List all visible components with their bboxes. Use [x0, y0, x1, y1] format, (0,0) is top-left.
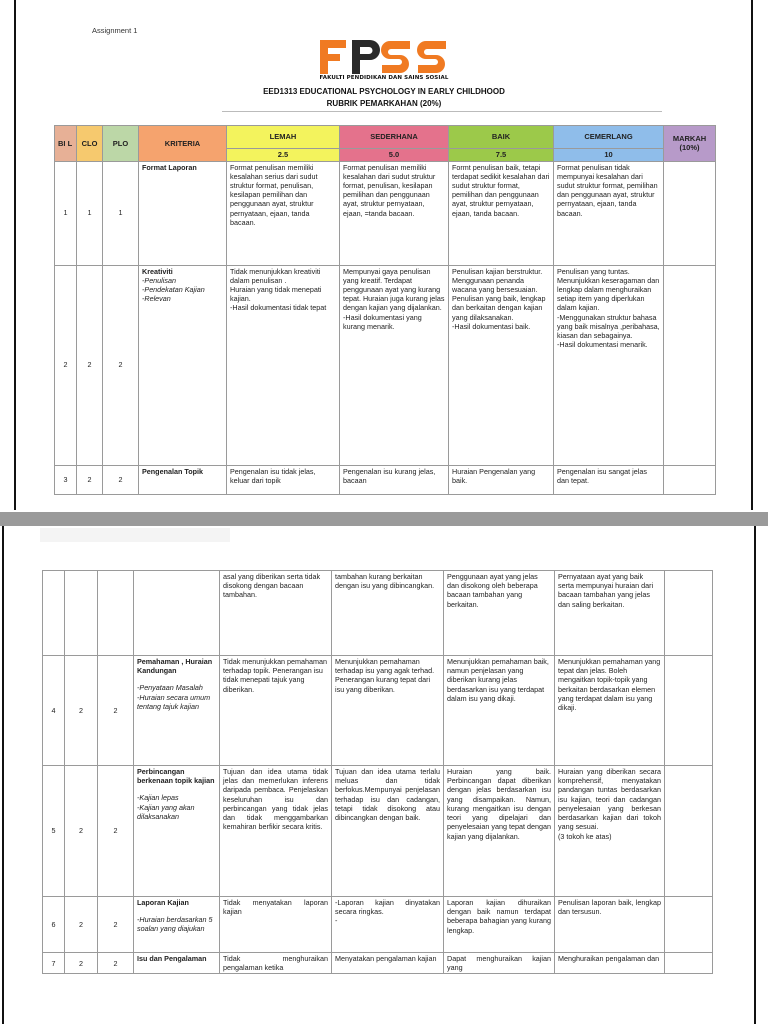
- cell-kriteria: [139, 265, 227, 465]
- cell-clo: 2: [77, 465, 103, 494]
- kriteria-subitems: -Penulisan -Pendekatan Kajian -Relevan: [142, 275, 205, 304]
- header-markah: MARKAH (10%): [664, 126, 716, 162]
- cell-plo: 2: [103, 465, 139, 494]
- cell-plo: 2: [98, 897, 134, 953]
- cell-kriteria: [134, 656, 220, 766]
- cell-cemerlang: Pernyataan ayat yang baik serta mempunyai huraian dari bacaan tambahan yang jelas dan saling berkaitan.: [555, 571, 665, 656]
- cell-plo: 2: [98, 953, 134, 974]
- score-sederhana: 5.0: [340, 149, 449, 162]
- table-row: [55, 465, 716, 494]
- cell-plo: [98, 571, 134, 656]
- cell-lemah: Format penulisan memiliki kesalahan serius dari sudut struktur format, penulisan, kesilapan pemilihan dan penggunaan ayat, struktur pernyataan, ejaan, tanda bacaan.: [227, 161, 340, 265]
- document-page-2: [0, 526, 768, 1024]
- header-kriteria: KRITERIA: [139, 126, 227, 162]
- cell-baik: Penulisan kajian berstruktur. Menggunaan penanda wacana yang bersesuaian. Penulisan yang baik, lengkap dan berkaitan dengan kajian yang dilaksanakan. -Hasil dokumentasi baik.: [449, 265, 554, 465]
- cell-lemah: asal yang diberikan serta tidak disokong dengan bacaan tambahan.: [220, 571, 332, 656]
- assignment-label: Assignment 1: [92, 26, 138, 35]
- cell-baik: Huraian yang baik. Perbincangan dapat diberikan dengan jelas berdasarkan isu yang disampaikan. Namun, kurang mengaitkan isu dengan teori yang dipelajari dan penyelesaian yang tepat dengan kajian yang dijalankan.: [444, 766, 555, 897]
- cell-lemah: Tidak menyatakan laporan kajian: [220, 897, 332, 953]
- header-plo: PLO: [103, 126, 139, 162]
- cell-clo: 2: [77, 265, 103, 465]
- cell-sederhana: Menunjukkan pemahaman terhadap isu yang agak terhad. Penerangan kurang tepat dari isu yang diberikan.: [332, 656, 444, 766]
- cell-cemerlang: Penulisan yang tuntas. Menunjukkan keseragaman dan lengkap dalam menghuraikan setiap item yang diperlukan dalam kajian. -Menggunakan struktur bahasa yang baik misalnya ,peribahasa, kiasan dan sebagainya. -Hasil dokumentasi menarik.: [554, 265, 664, 465]
- cell-cemerlang: Huraian yang diberikan secara komprehensif, menyatakan pandangan tuntas berdasarkan isu kajian, teori dan cadangan penyelesaian yang berkesan berdasarkan kajian dari tokoh yang sesuai. (3 tokoh ke atas): [555, 766, 665, 897]
- cell-cemerlang: Penulisan laporan baik, lengkap dan tersusun.: [555, 897, 665, 953]
- cell-sederhana: -Laporan kajian dinyatakan secara ringkas. -: [332, 897, 444, 953]
- cell-cemerlang: Menghuraikan pengalaman dan: [555, 953, 665, 974]
- kriteria-title: Laporan Kajian: [137, 898, 189, 907]
- cell-plo: 1: [103, 161, 139, 265]
- cell-baik: Menunjukkan pemahaman baik, namun penjelasan yang diberikan kurang jelas berdasarkan isu yang terdapat dalam isu yang dikaji.: [444, 656, 555, 766]
- cell-baik: Dapat menghuraikan kajian yang: [444, 953, 555, 974]
- cell-bil: 2: [55, 265, 77, 465]
- cell-sederhana: Pengenalan isu kurang jelas, bacaan: [340, 465, 449, 494]
- cell-baik: Formt penulisan baik, tetapi terdapat sedikit kesalahan dari sudut struktur format, pemilihan dan penggunaan ayat, struktur pernyataan, ejaan, tanda bacaan.: [449, 161, 554, 265]
- kriteria-title: Perbincangan berkenaan topik kajian: [137, 767, 215, 786]
- cell-bil: 1: [55, 161, 77, 265]
- rubric-table-page-1: [54, 125, 716, 495]
- cell-clo: 2: [65, 766, 98, 897]
- cell-markah: [664, 465, 716, 494]
- table-row: [55, 265, 716, 465]
- cell-bil: 3: [55, 465, 77, 494]
- cell-markah: [665, 656, 713, 766]
- kriteria-subitems: -Huraian berdasarkan 5 soalan yang diajukan: [137, 915, 213, 934]
- table-row: [43, 953, 713, 974]
- cell-markah: [664, 161, 716, 265]
- header-clo: CLO: [77, 126, 103, 162]
- cell-clo: 2: [65, 897, 98, 953]
- fpss-logo: [318, 38, 448, 76]
- cell-kriteria: [134, 953, 220, 974]
- cell-markah: [665, 897, 713, 953]
- cell-bil: 7: [43, 953, 65, 974]
- cell-baik: Laporan kajian dihuraikan dengan baik namun terdapat beberapa bahagian yang kurang lengkap.: [444, 897, 555, 953]
- cell-sederhana: Menyatakan pengalaman kajian: [332, 953, 444, 974]
- kriteria-title: Format Laporan: [142, 162, 197, 172]
- cell-kriteria: [139, 465, 227, 494]
- cell-cemerlang: Format penulisan tidak mempunyai kesalahan dari sudut struktur format, pemilihan dan penggunaan ayat, struktur pernyataan, ejaan, tanda bacaan.: [554, 161, 664, 265]
- cell-clo: [65, 571, 98, 656]
- kriteria-title: Pengenalan Topik: [142, 466, 203, 476]
- cell-cemerlang: Pengenalan isu sangat jelas dan tepat.: [554, 465, 664, 494]
- cell-clo: 2: [65, 656, 98, 766]
- cell-lemah: Tidak menunjukkan kreativiti dalam penulisan . Huraian yang tidak menepati kajian. -Hasil dokumentasi tidak tepat: [227, 265, 340, 465]
- cell-bil: 4: [43, 656, 65, 766]
- cell-kriteria: [139, 161, 227, 265]
- divider: [222, 111, 662, 112]
- cell-sederhana: tambahan kurang berkaitan dengan isu yang dibincangkan.: [332, 571, 444, 656]
- rubric-table-page-2: [42, 570, 713, 974]
- cell-bil: 6: [43, 897, 65, 953]
- header-cemerlang: CEMERLANG: [554, 126, 664, 149]
- table-row: [55, 161, 716, 265]
- header-baik: BAIK: [449, 126, 554, 149]
- cell-clo: 2: [65, 953, 98, 974]
- table-row: [43, 766, 713, 897]
- cell-sederhana: Tujuan dan idea utama terlalu meluas dan tidak berfokus.Mempunyai penjelasan terhadap isu dan cadangan, tetapi tidak disokong atau dibincangkan dengan baik.: [332, 766, 444, 897]
- course-title: EED1313 EDUCATIONAL PSYCHOLOGY IN EARLY CHILDHOOD: [263, 87, 505, 96]
- table-row: [43, 656, 713, 766]
- header-lemah: LEMAH: [227, 126, 340, 149]
- cell-markah: [664, 265, 716, 465]
- cell-baik: Penggunaan ayat yang jelas dan disokong oleh beberapa bacaan tambahan yang berkaitan.: [444, 571, 555, 656]
- rubric-title: RUBRIK PEMARKAHAN (20%): [326, 99, 442, 108]
- cell-lemah: Tujuan dan idea utama tidak jelas dan memerlukan inferens daripada pembaca. Penjelaskan keseluruhan isu dan perbincangan yang tidak jelas dan tidak menggambarkan kemahiran berfikir secara kritis.: [220, 766, 332, 897]
- kriteria-subitems: -Kajian lepas -Kajian yang akan dilaksanakan: [137, 793, 195, 821]
- page-edge-right-2: [754, 526, 756, 1024]
- faded-header-artifact: [40, 528, 230, 542]
- cell-sederhana: Format penulisan memiliki kesalahan dari sudut struktur format, penulisan, kesilapan pemilihan dan penggunaan ayat, struktur pernyataan, ejaan, =tanda bacaan.: [340, 161, 449, 265]
- cell-markah: [665, 953, 713, 974]
- cell-bil: 5: [43, 766, 65, 897]
- header-sederhana: SEDERHANA: [340, 126, 449, 149]
- kriteria-subitems: -Penyataan Masalah -Huraian secara umum tentang tajuk kajian: [137, 683, 211, 711]
- page-edge-left-2: [2, 526, 4, 1024]
- cell-sederhana: Mempunyai gaya penulisan yang kreatif. Terdapat penggunaan ayat yang kurang tepat. Huraian juga kurang jelas dengan kajian yang dijalankan. -Hasil dokumentasi yang kurang menarik.: [340, 265, 449, 465]
- cell-plo: 2: [98, 656, 134, 766]
- score-lemah: 2.5: [227, 149, 340, 162]
- cell-plo: 2: [103, 265, 139, 465]
- cell-baik: Huraian Pengenalan yang baik.: [449, 465, 554, 494]
- kriteria-title: Kreativiti: [142, 266, 173, 276]
- table-row: [43, 571, 713, 656]
- cell-lemah: Tidak menunjukkan pemahaman terhadap topik. Penerangan isu tidak menepati tajuk yang diberikan.: [220, 656, 332, 766]
- page-edge-right: [751, 0, 753, 510]
- cell-kriteria: [134, 897, 220, 953]
- cell-markah: [665, 571, 713, 656]
- page-gap: [0, 512, 768, 526]
- score-baik: 7.5: [449, 149, 554, 162]
- table-row: [43, 897, 713, 953]
- cell-plo: 2: [98, 766, 134, 897]
- cell-kriteria: [134, 571, 220, 656]
- cell-bil: [43, 571, 65, 656]
- cell-clo: 1: [77, 161, 103, 265]
- cell-kriteria: [134, 766, 220, 897]
- faculty-name: FAKULTI PENDIDIKAN DAN SAINS SOSIAL: [319, 75, 449, 81]
- cell-cemerlang: Menunjukkan pemahaman yang tepat dan jelas. Boleh mengaitkan topik-topik yang berkaitan berdasarkan elemen yang terdapat dalam isu yang dikaji.: [555, 656, 665, 766]
- kriteria-title: Pemahaman , Huraian Kandungan: [137, 657, 213, 676]
- page-edge-left: [14, 0, 16, 510]
- cell-markah: [665, 766, 713, 897]
- header-bil: BI L: [55, 126, 77, 162]
- score-cemerlang: 10: [554, 149, 664, 162]
- kriteria-title: Isu dan Pengalaman: [137, 954, 207, 963]
- cell-lemah: Tidak menghuraikan pengalaman ketika: [220, 953, 332, 974]
- cell-lemah: Pengenalan isu tidak jelas, keluar dari topik: [227, 465, 340, 494]
